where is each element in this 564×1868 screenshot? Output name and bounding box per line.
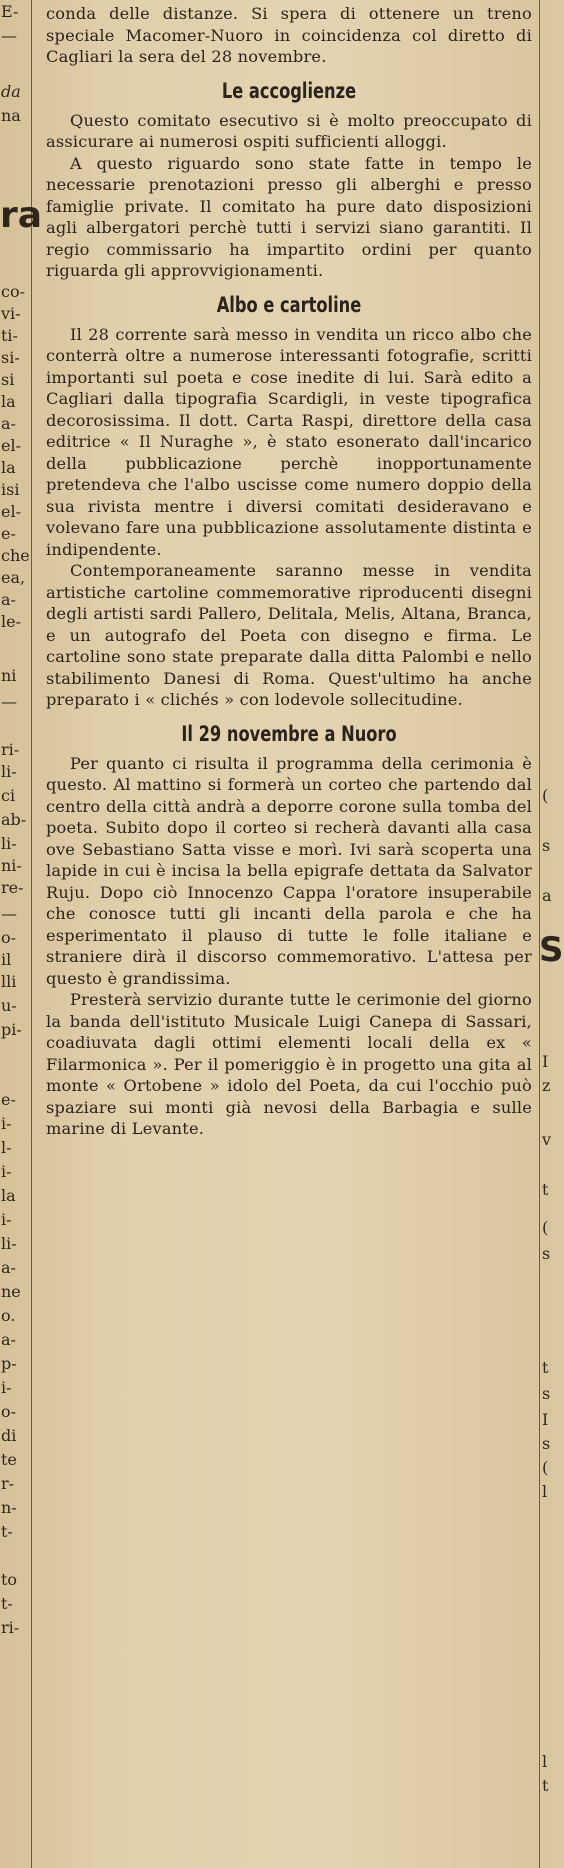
fragment: o-: [1, 1402, 17, 1421]
fragment: a-: [1, 414, 16, 433]
fragment: ci: [1, 786, 16, 805]
fragment: a: [542, 886, 552, 905]
fragment-heading: S: [539, 930, 564, 970]
fragment: r-: [1, 1474, 15, 1493]
fragment: la: [1, 392, 16, 411]
fragment: I: [542, 1410, 549, 1429]
fragment: na: [1, 106, 21, 125]
paragraph: A questo riguardo sono state fatte in tempo le necessarie prenotazioni presso gli alberghi e presso famiglie private. Il comitato ha pure dato disposizioni agli albergatori perchè tutti i servizi siano garantiti. Il regio commissario ha impartito ordini per quanto riguarda gli approvvigionamenti.: [46, 153, 532, 280]
section-heading-29-novembre: Il 29 novembre a Nuoro: [181, 721, 397, 746]
fragment: da: [1, 82, 21, 101]
fragment: ni-: [1, 856, 22, 875]
fragment: che: [1, 546, 30, 565]
fragment: li-: [1, 834, 17, 853]
fragment: i-: [1, 1114, 12, 1133]
fragment: t: [542, 1358, 549, 1377]
fragment: o.: [1, 1306, 16, 1325]
fragment: li-: [1, 762, 17, 781]
fragment: a-: [1, 590, 16, 609]
fragment: I: [542, 1052, 549, 1071]
fragment: o-: [1, 928, 17, 947]
column-rule-left: [31, 0, 32, 1868]
article-intro: conda delle distanze. Si spera di ottenere un treno speciale Macomer-Nuoro in coincidenza col diretto di Cagliari la sera del 28 novembre.: [46, 4, 532, 66]
section-heading-albo-cartoline: Albo e cartoline: [216, 292, 362, 317]
fragment: to: [1, 1570, 18, 1589]
paragraph: Presterà servizio durante tutte le cerimonie del giorno la banda dell'istituto Musicale Luigi Canepa di Sassari, coadiuvata dagli ottimi elementi locali della ex « Filarmonica ». Per il pomeriggio è in progetto una gita al monte « Ortobene » idolo del Poeta, da cui l'occhio può spaziare sui monti già nevosi della Barbagia e sulle marine di Levante.: [46, 990, 532, 1138]
fragment: el-: [1, 502, 21, 521]
fragment: pi-: [1, 1020, 22, 1039]
fragment: di: [1, 1426, 17, 1445]
fragment: s: [542, 1384, 551, 1403]
fragment: n-: [1, 1498, 17, 1517]
fragment: i-: [1, 1162, 12, 1181]
fragment: ni: [1, 666, 17, 685]
fragment: ti-: [1, 326, 18, 345]
paragraph: Il 28 corrente sarà messo in vendita un ricco albo che conterrà oltre a numerose interessanti fotografie, scritti importanti sul poeta e cose inedite di lui. Sarà edito a Cagliari dalla tipografia Scardigli, in veste tipografica decorosissima. Il dott. Carta Raspi, direttore della casa editrice « Il Nuraghe », è stato esonerato dall'incarico della pubblicazione perchè inopportunamente pretendeva che l'albo uscisse come numero doppio della sua rivista mentre i diversi comitati desideravano e volevano fare una pubblicazione assolutamente distinta e indipendente.: [46, 324, 532, 559]
fragment: si-: [1, 348, 20, 367]
fragment: s: [542, 836, 551, 855]
fragment: t-: [1, 1522, 13, 1541]
fragment: si: [1, 370, 15, 389]
paragraph: Questo comitato esecutivo si è molto preoccupato di assicurare ai numerosi ospiti sufficienti alloggi.: [46, 110, 532, 151]
fragment: z: [542, 1076, 551, 1095]
fragment: a-: [1, 1330, 16, 1349]
fragment: t-: [1, 1594, 13, 1613]
fragment: lli: [1, 972, 17, 991]
fragment: l: [542, 1752, 548, 1771]
fragment: —: [1, 904, 17, 923]
paragraph: Contemporaneamente saranno messe in vendita artistiche cartoline commemorative riproducenti disegni degli artisti sardi Pallero, Delitala, Melis, Altana, Branca, e un autografo del Poeta con disegno e firma. Le cartoline sono state preparate dalla ditta Palombi e nello stabilimento Danesi di Roma. Quest'ultimo ha anche preparato i « clichés » con lodevole sollecitudine.: [46, 561, 532, 709]
paragraph: Per quanto ci risulta il programma della cerimonia è questo. Al mattino si formerà un corteo che partendo dal centro della città andrà a deporre corone sulla tomba del poeta. Subito dopo il corteo si recherà davanti alla casa ove Sebastiano Satta visse e morì. Ivi sarà scoperta una lapide in cui è incisa la bella epigrafe dettata da Salvator Ruju. Dopo ciò Innocenzo Cappa l'oratore insuperabile che conosce tutti gli incanti della parola e che ha esperimentato il plauso di tutte le folle italiane e straniere dirà il discorso commemorativo. L'attesa per questo è grandissima.: [46, 753, 532, 988]
fragment: vi-: [1, 304, 21, 323]
fragment: a-: [1, 1258, 16, 1277]
fragment: ab-: [1, 810, 27, 829]
fragment: li-: [1, 1234, 17, 1253]
fragment: E-: [1, 2, 19, 21]
fragment: i-: [1, 1210, 12, 1229]
fragment: co-: [1, 282, 25, 301]
fragment: (: [542, 786, 549, 805]
fragment: (: [542, 1218, 549, 1237]
fragment: isi: [1, 480, 20, 499]
article-column: [46, 3, 532, 1140]
fragment-heading: ra: [0, 195, 43, 236]
fragment: re-: [1, 878, 24, 897]
fragment: ri-: [1, 1618, 20, 1637]
fragment: le-: [1, 612, 21, 631]
fragment: e-: [1, 1090, 16, 1109]
fragment: v: [542, 1130, 552, 1149]
fragment: l: [542, 1482, 548, 1501]
fragment: (: [542, 1458, 549, 1477]
left-column-fragments: [0, 0, 43, 1868]
fragment: u-: [1, 996, 17, 1015]
fragment: ri-: [1, 740, 20, 759]
fragment: el-: [1, 436, 21, 455]
fragment: ne: [1, 1282, 21, 1301]
fragment: t: [542, 1776, 549, 1795]
fragment: il: [1, 950, 12, 969]
fragment: la: [1, 1186, 16, 1205]
fragment: —: [1, 26, 17, 45]
fragment: la: [1, 458, 16, 477]
fragment: —: [1, 692, 17, 711]
fragment: te: [1, 1450, 17, 1469]
fragment: s: [542, 1244, 551, 1263]
fragment: s: [542, 1434, 551, 1453]
section-heading-accoglienze: Le accoglienze: [221, 78, 357, 103]
fragment: ea,: [1, 568, 26, 587]
fragment: i-: [1, 1378, 12, 1397]
fragment: e-: [1, 524, 16, 543]
fragment: p-: [1, 1354, 17, 1373]
right-column-fragments: [539, 0, 564, 1868]
fragment: l-: [1, 1138, 12, 1157]
fragment: t: [542, 1180, 549, 1199]
